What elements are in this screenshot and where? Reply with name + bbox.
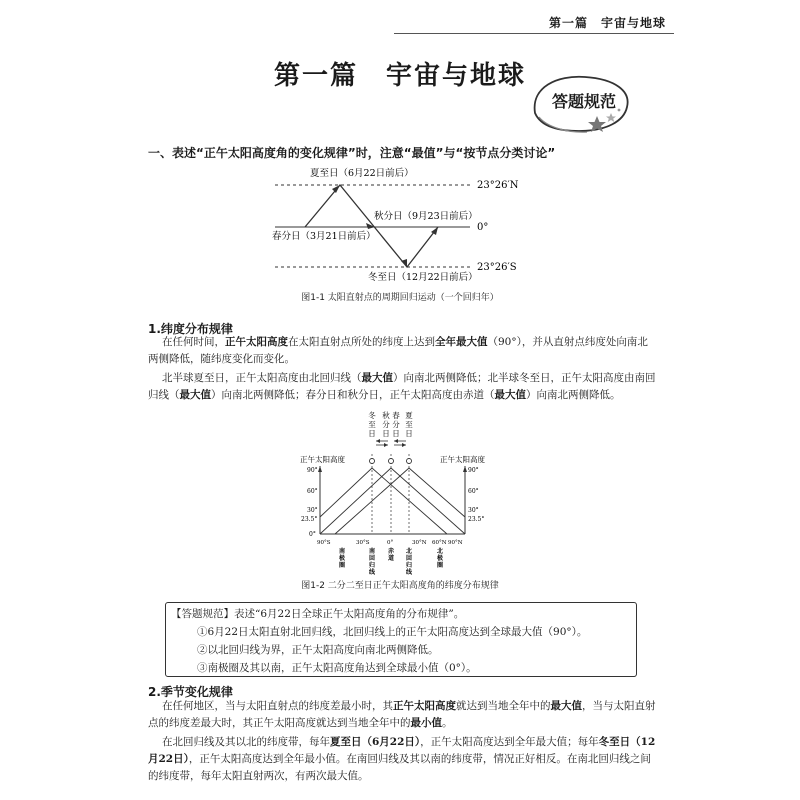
y-tick-30-right: 30°: [468, 507, 479, 514]
axis-title-right: 正午太阳高度: [440, 455, 485, 464]
axis-title-left: 正午太阳高度: [300, 455, 345, 464]
answer-item: ②以北回归线为界，正午太阳高度向南北两侧降低。: [197, 644, 439, 656]
top-label-winter: 冬至日: [368, 411, 376, 438]
x-tick-60n: 60°N: [432, 540, 447, 546]
subheading-season: 2.季节变化规律: [148, 685, 233, 699]
star-icon: [606, 113, 616, 122]
marker-equinox: [389, 459, 394, 464]
badge-label: 答题规范: [551, 92, 616, 111]
winter-solstice-label: 冬至日（12月22日前后）: [368, 272, 478, 283]
figure-1-2: [290, 408, 520, 578]
marker-winter: [370, 459, 375, 464]
figure-1-1: [260, 160, 560, 290]
x-tick-30n: 30°N: [412, 540, 427, 546]
top-label-autumn: 秋分日: [382, 411, 390, 438]
lat-south-label: 23°26′S: [477, 262, 517, 273]
x-tick-30s: 30°S: [356, 540, 370, 546]
top-label-summer: 夏至日: [405, 411, 413, 438]
x-tick-0: 0°: [387, 540, 394, 546]
y-tick-0: 0°: [309, 531, 316, 538]
running-head-rule: [394, 33, 674, 34]
bottom-label-arctic-circle: 北极圈: [436, 548, 444, 569]
running-head: [394, 10, 674, 34]
subheading-latitude: 1.纬度分布规律: [148, 322, 233, 336]
curve-summer-solstice: [320, 468, 465, 534]
x-tick-90n: 90°N: [448, 540, 463, 546]
marker-summer: [407, 459, 412, 464]
spring-equinox-label: 春分日（3月21日前后）: [272, 231, 376, 242]
page-title: 第一篇 宇宙与地球: [273, 61, 526, 91]
y-tick-60: 60°: [307, 488, 318, 495]
y-tick-60-right: 60°: [468, 488, 479, 495]
curve-winter-solstice: [320, 468, 465, 534]
answer-intro: [171, 606, 464, 621]
curve-equinox: [320, 468, 465, 534]
autumn-equinox-label: 秋分日（9月23日前后）: [374, 211, 478, 222]
bottom-label-antarctic-circle: 南极圈: [338, 548, 346, 569]
answer-item: ①6月22日太阳直射北回归线，北回归线上的正午太阳高度达到全球最大值（90°）。: [197, 626, 588, 638]
bottom-label-tropic-capricorn: 南回归线: [368, 548, 376, 576]
section-heading: 一、表述“正午太阳高度角的变化规律”时，注意“最值”与“按节点分类讨论”: [148, 146, 556, 160]
y-tick-90-right: 90°: [468, 467, 479, 474]
lat-equator-label: 0°: [477, 222, 489, 233]
answer-tag: 【答题规范】: [171, 608, 234, 620]
x-tick-90s: 90°S: [317, 540, 331, 546]
bottom-label-tropic-cancer: 北回归线: [405, 548, 413, 576]
lat-north-label: 23°26′N: [477, 180, 519, 191]
running-head-text: 第一篇 宇宙与地球: [548, 16, 666, 30]
figure-1-1-caption: 图1-1 太阳直射点的周期回归运动（一个回归年）: [301, 293, 499, 303]
arrowhead: [332, 185, 340, 193]
answer-intro-text: 表述“6月22日全球正午太阳高度角的分布规律”。: [234, 608, 465, 620]
y-tick-30: 30°: [307, 507, 318, 514]
top-label-spring: 春分日: [392, 411, 400, 438]
bottom-label-equator: 赤道: [387, 548, 395, 562]
y-tick-23-5-right: 23.5°: [468, 516, 485, 523]
summer-solstice-label: 夏至日（6月22日前后）: [310, 168, 414, 179]
figure-1-2-caption: 图1-2 二分二至日正午太阳高度角的纬度分布规律: [301, 581, 499, 591]
y-tick-90: 90°: [307, 467, 318, 474]
paragraph: 在北回归线及其以北的纬度带，每年夏至日（6月22日），正午太阳高度达到全年最大值；每年冬至日（12月22日），正午太阳高度达到全年最小值。在南回归线及其以南的纬度带，情况正好相反。在南北回归线之间的纬度带，每年太阳直射两次，有两次最大值。: [148, 736, 656, 782]
answer-item: ③南极圈及其以南，正午太阳高度角达到全球最小值（0°）。: [197, 662, 477, 674]
paragraph: 北半球夏至日，正午太阳高度由北回归线（最大值）向南北两侧降低；北半球冬至日，正午太阳高度由南回归线（最大值）向南北两侧降低；春分日和秋分日，正午太阳高度由赤道（最大值）向南北两侧降低。: [148, 372, 656, 401]
y-tick-23-5: 23.5°: [301, 516, 318, 523]
paragraph: 在任何地区，当与太阳直射点的纬度差最小时，其正午太阳高度就达到当地全年中的最大值，当与太阳直射点的纬度差最大时，其正午太阳高度就达到当地全年中的最小值。: [148, 700, 656, 729]
paragraph: 在任何时间，正午太阳高度在太阳直射点所处的纬度上达到全年最大值（90°），并从直射点纬度处向南北两侧降低，随纬度变化而变化。: [148, 336, 648, 365]
